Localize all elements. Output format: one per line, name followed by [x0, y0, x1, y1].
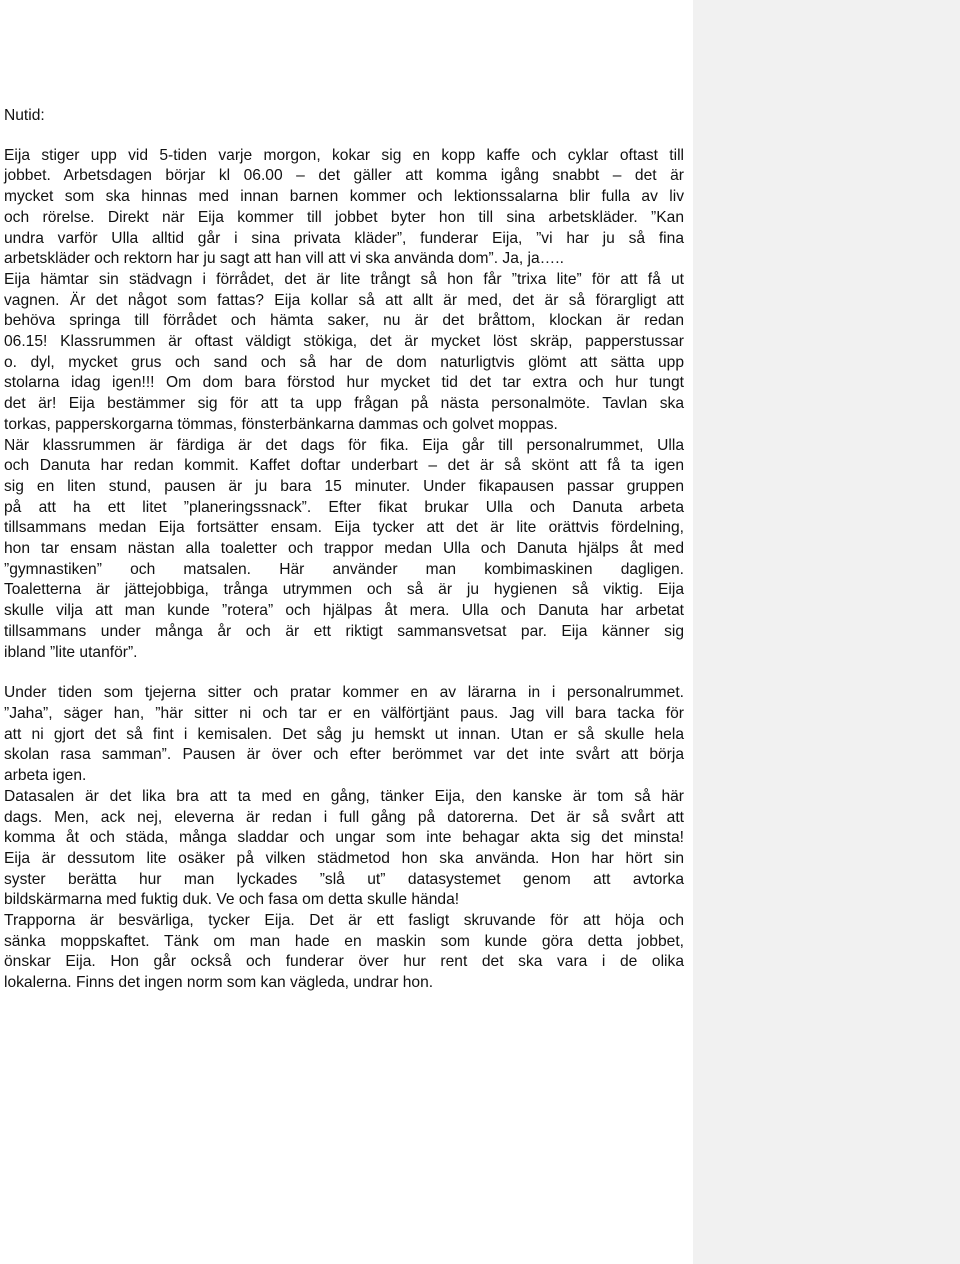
text-line: sänka moppskaftet. Tänk om man hade en maskin som kunde göra detta jobbet, [4, 932, 684, 950]
text-line: önskar Eija. Hon går också och funderar över hur rent det ska vara i de olika [4, 953, 684, 971]
text-line: tillsammans under många år och är ett riktigt sammansvetsat par. Eija känner sig [4, 622, 684, 640]
text-line: och rörelse. Direkt när Eija kommer till jobbet byter hon till sina arbetskläder. ”Kan [4, 208, 684, 226]
text-line: Under tiden som tjejerna sitter och pratar kommer en av lärarna in i personalrummet. [4, 684, 684, 702]
text-line: bildskärmarna med fuktig duk. Ve och fasa om detta skulle hända! [4, 891, 460, 909]
text-line: skolan rasa samman”. Pausen är över och efter berömmet var det inte svårt att börja [4, 746, 684, 764]
text-line: det är! Eija bestämmer sig för att ta upp frågan på nästa personalmöte. Tavlan ska [4, 395, 684, 413]
text-line: ”gymnastiken” och matsalen. Här använder man kombimaskinen dagligen. [4, 560, 684, 578]
text-line: ibland ”lite utanför”. [4, 643, 138, 661]
text-line: tillsammans medan Eija fortsätter ensam. Eija tycker att det är lite orättvis fördelning, [4, 519, 684, 537]
text-line: vagnen. Är det något som fattas? Eija kollar så att allt är med, det är så förargligt att [4, 291, 684, 309]
text-line: och Danuta har redan kommit. Kaffet doftar underbart – det är så skönt att få ta igen [4, 457, 684, 475]
text-line: Eija är dessutom lite osäker på vilken städmetod hon ska använda. Hon har hört sin [4, 849, 684, 867]
text-line: Trapporna är besvärliga, tycker Eija. Det är ett fasligt skruvande för att höja och [4, 912, 684, 930]
text-line: jobbet. Arbetsdagen börjar kl 06.00 – det gäller att komma igång snabbt – det är [4, 167, 684, 185]
section-heading: Nutid: [4, 107, 45, 124]
text-line: När klassrummen är färdiga är det dags för fika. Eija går till personalrummet, Ulla [4, 436, 684, 454]
text-line: mycket som ska hinnas med innan barnen kommer och lektionssalarna blir fulla av liv [4, 188, 684, 206]
comment-margin-panel [693, 0, 960, 1264]
text-line: Eija hämtar sin städvagn i förrådet, det är lite trångt så hon får ”trixa lite” för att få ut [4, 270, 684, 288]
text-line: torkas, papperskorgarna tömmas, fönsterbänkarna dammas och golvet moppas. [4, 415, 558, 433]
text-line: arbetskläder och rektorn har ju sagt att han vill att vi ska använda dom”. Ja, ja….. [4, 250, 564, 268]
text-line: stolarna idag igen!!! Om dom bara förstod hur mycket tid det tar extra och hur tungt [4, 374, 684, 392]
text-line: syster berätta hur man lyckades ”slå ut” datasystemet genom att avtorka [4, 870, 684, 888]
text-line: behöva springa till förrådet och hämta saker, nu är det bråttom, klockan är redan [4, 312, 684, 330]
text-line: undra varför Ulla alltid går i sina privata kläder”, funderar Eija, ”vi har ju så fina [4, 229, 684, 247]
text-line: skulle vilja att man kunde ”rotera” och hjälpas åt mera. Ulla och Danuta har arbetat [4, 602, 684, 620]
text-line: Datasalen är det lika bra att ta med en gång, tänker Eija, den kanske är tom så här [4, 787, 684, 805]
text-line: Eija stiger upp vid 5-tiden varje morgon, kokar sig en kopp kaffe och cyklar oftast till [4, 146, 684, 164]
paragraph-morning-routine [4, 146, 684, 664]
text-line: arbeta igen. [4, 767, 87, 785]
document-body [4, 106, 684, 994]
text-line: komma åt och städa, många sladdar och ungar som inte behagar akta sig det minsta! [4, 829, 684, 847]
text-line: sig en liten stund, pausen är ju bara 15 minuter. Under fikapausen passar gruppen [4, 477, 684, 495]
text-line: Toaletterna är jättejobbiga, trånga utrymmen och så är ju hygienen så viktig. Eija [4, 581, 684, 599]
text-line: 06.15! Klassrummen är oftast väldigt stökiga, det är mycket löst skräp, papperstussar [4, 333, 684, 351]
text-line: dags. Men, ack nej, eleverna är redan i full gång på datorerna. Det är så svårt att [4, 808, 684, 826]
text-line: på att ha ett litet ”planeringssnack”. Efter fikat brukar Ulla och Danuta arbeta [4, 498, 684, 516]
text-line: ”Jaha”, säger han, ”här sitter ni och tar er en välförtjänt paus. Jag vill bara tacka för [4, 704, 684, 722]
text-line: o. dyl, mycket grus och sand och så har de dom naturligtvis glömt att sätta upp [4, 353, 684, 371]
paragraph-teacher-visit [4, 683, 684, 994]
text-line: att ni gjort det så fint i kemisalen. Det såg ju hemskt ut innan. Utan er så skulle hela [4, 725, 684, 743]
text-line: lokalerna. Finns det ingen norm som kan vägleda, undrar hon. [4, 974, 434, 992]
text-line: hon tar ensam nästan alla toaletter och trappor medan Ulla och Danuta hjälps åt med [4, 540, 684, 558]
